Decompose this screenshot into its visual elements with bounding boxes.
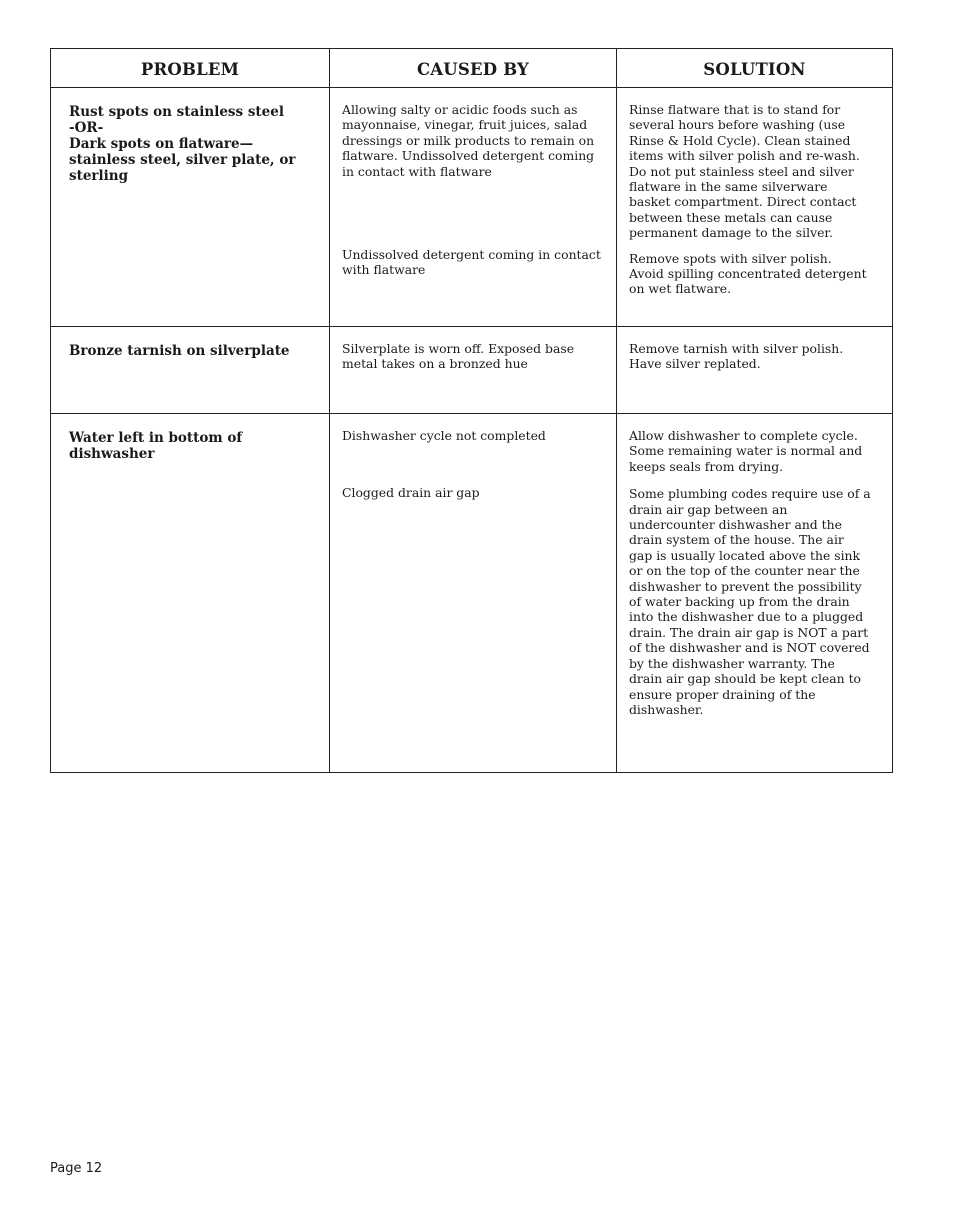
problem-text: Water left in bottom of	[69, 430, 243, 446]
troubleshooting-table	[50, 48, 893, 773]
table-row	[51, 327, 893, 414]
caused-by-cell	[330, 414, 617, 773]
cause-text: Silverplate is worn off. Exposed base metal takes on a bronzed hue	[342, 341, 575, 372]
solution-text: Some plumbing codes require use of a drain air gap between an undercounter dishwasher and the drain system of the house. The air gap is usually located above the sink or on the top of the counter near the dishwasher to prevent the possibility of water backing up from the drain into the dishwasher due to a plugged drain. The drain air gap is NOT a part of the dishwasher and is NOT covered by the dishwasher warranty. The drain air gap should be kept clean to ensure proper draining of the dishwasher.	[629, 486, 871, 717]
page-number: Page 12	[50, 1161, 103, 1176]
problem-cell	[51, 327, 330, 414]
table-header-row	[51, 49, 893, 88]
solution-text: Remove spots with silver polish. Avoid spilling concentrated detergent on wet flatware.	[629, 250, 867, 297]
cause-text: Dishwasher cycle not completed	[342, 428, 546, 443]
problem-text: sterling	[69, 168, 129, 184]
table-row	[51, 88, 893, 327]
caused-by-cell	[330, 327, 617, 414]
problem-text: Rust spots on stainless steel	[69, 104, 284, 120]
solution-cell	[617, 88, 893, 327]
solution-text: Rinse flatware that is to stand for several hours before washing (use Rinse & Hold Cycle). Clean stained items with silver polish and re-wash. Do not put stainless steel and silver flatware in the same silverware basket compartment. Direct contact between these metals can cause permanent damage to the silver.	[629, 102, 860, 241]
problem-column-header: PROBLEM	[51, 49, 330, 88]
cause-text: Undissolved detergent coming in contact with flatware	[342, 247, 601, 278]
solution-cell	[617, 414, 893, 773]
problem-cell	[51, 88, 330, 327]
cause-text: Allowing salty or acidic foods such as mayonnaise, vinegar, fruit juices, salad dressings or milk products to remain on flatware. Undissolved detergent coming in contact with flatware	[342, 102, 595, 179]
problem-or-separator: -OR-	[69, 120, 104, 136]
cause-text: Clogged drain air gap	[342, 485, 480, 501]
table-row	[51, 414, 893, 773]
solution-cell	[617, 327, 893, 414]
problem-cell	[51, 414, 330, 773]
problem-text: Bronze tarnish on silverplate	[69, 343, 290, 359]
caused-by-column-header: CAUSED BY	[330, 49, 617, 88]
solution-column-header: SOLUTION	[617, 49, 893, 88]
problem-text: dishwasher	[69, 446, 155, 462]
problem-text: stainless steel, silver plate, or	[69, 152, 296, 168]
problem-text: Dark spots on flatware—	[69, 136, 254, 152]
solution-text: Allow dishwasher to complete cycle. Some remaining water is normal and keeps seals from drying.	[629, 428, 863, 474]
solution-text: Remove tarnish with silver polish. Have silver replated.	[629, 341, 844, 372]
caused-by-cell	[330, 88, 617, 327]
